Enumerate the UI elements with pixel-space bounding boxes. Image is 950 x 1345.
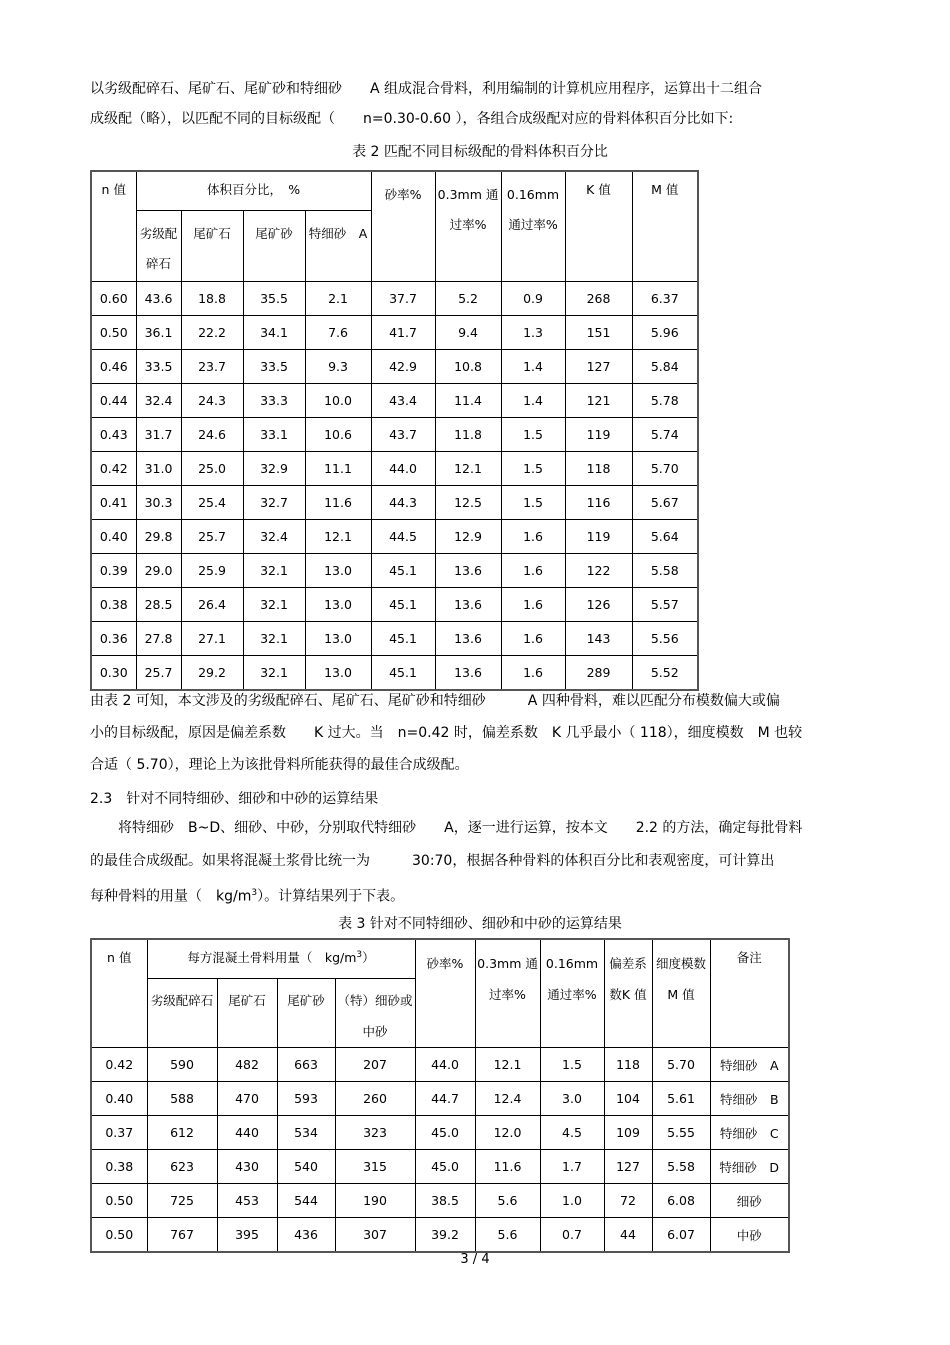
table-cell: 1.4 bbox=[501, 350, 565, 384]
table-cell: 5.57 bbox=[632, 588, 698, 622]
table-cell: 11.8 bbox=[435, 418, 501, 452]
table-cell: 588 bbox=[147, 1082, 217, 1116]
table-cell: 38.5 bbox=[415, 1184, 475, 1218]
t3-sub-crushed-stone: 劣级配碎石 bbox=[147, 979, 217, 1048]
table-cell: 260 bbox=[335, 1082, 415, 1116]
table-cell: 36.1 bbox=[136, 316, 181, 350]
table-cell: 1.6 bbox=[501, 554, 565, 588]
table-cell: 5.84 bbox=[632, 350, 698, 384]
table-cell: 109 bbox=[604, 1116, 652, 1150]
table-cell: 0.41 bbox=[91, 486, 136, 520]
table-cell: 127 bbox=[604, 1150, 652, 1184]
table-cell: 0.9 bbox=[501, 282, 565, 316]
t3-header-pass-03: 0.3mm 通过率% bbox=[475, 939, 540, 1048]
table-cell: 119 bbox=[565, 418, 632, 452]
table-cell: 470 bbox=[217, 1082, 277, 1116]
table-cell: 29.0 bbox=[136, 554, 181, 588]
table-cell: 33.1 bbox=[243, 418, 305, 452]
table-cell: 13.0 bbox=[305, 554, 371, 588]
table-cell: 5.58 bbox=[632, 554, 698, 588]
table-cell: 12.1 bbox=[475, 1048, 540, 1082]
table-cell: 151 bbox=[565, 316, 632, 350]
table-cell: 593 bbox=[277, 1082, 335, 1116]
t2-header-n: n 值 bbox=[91, 171, 136, 282]
t2-header-sand-ratio: 砂率% bbox=[371, 171, 435, 282]
analysis-line-1: 由表 2 可知，本文涉及的劣级配碎石、尾矿石、尾矿砂和特细砂 A 四种骨料，难以匹配分布模数偏大或偏 bbox=[90, 693, 780, 709]
table-cell: 27.8 bbox=[136, 622, 181, 656]
table-cell: 13.0 bbox=[305, 588, 371, 622]
table-cell: 121 bbox=[565, 384, 632, 418]
table-cell: 32.1 bbox=[243, 554, 305, 588]
table3-caption: 表 3 针对不同特细砂、细砂和中砂的运算结果 bbox=[338, 916, 622, 932]
table-cell: 33.5 bbox=[136, 350, 181, 384]
table-row bbox=[91, 622, 698, 656]
table-cell: 116 bbox=[565, 486, 632, 520]
table-cell: 28.5 bbox=[136, 588, 181, 622]
table-cell: 0.43 bbox=[91, 418, 136, 452]
table-cell: 0.50 bbox=[91, 1218, 147, 1253]
table-cell: 0.42 bbox=[91, 452, 136, 486]
table-cell: 323 bbox=[335, 1116, 415, 1150]
table-cell: 0.37 bbox=[91, 1116, 147, 1150]
table-row bbox=[91, 520, 698, 554]
table-row bbox=[91, 486, 698, 520]
table-cell: 13.6 bbox=[435, 622, 501, 656]
table-cell: 31.7 bbox=[136, 418, 181, 452]
table-cell: 0.38 bbox=[91, 588, 136, 622]
table-cell: 725 bbox=[147, 1184, 217, 1218]
table-cell: 0.39 bbox=[91, 554, 136, 588]
table-cell: 45.1 bbox=[371, 588, 435, 622]
table-cell: 27.1 bbox=[181, 622, 243, 656]
table-cell: 5.64 bbox=[632, 520, 698, 554]
table-cell: 7.6 bbox=[305, 316, 371, 350]
table-cell: 44.0 bbox=[415, 1048, 475, 1082]
table-cell: 1.7 bbox=[540, 1150, 604, 1184]
t3-header-usage-sup: 3 bbox=[356, 949, 363, 960]
table-row bbox=[91, 418, 698, 452]
table-row bbox=[91, 282, 698, 316]
table-cell: 0.44 bbox=[91, 384, 136, 418]
t3-sub-tailing-sand: 尾矿砂 bbox=[277, 979, 335, 1048]
table-cell: 45.0 bbox=[415, 1116, 475, 1150]
table-cell: 特细砂 C bbox=[710, 1116, 789, 1150]
table-cell: 482 bbox=[217, 1048, 277, 1082]
table-cell: 34.1 bbox=[243, 316, 305, 350]
table-cell: 12.5 bbox=[435, 486, 501, 520]
table-cell: 32.7 bbox=[243, 486, 305, 520]
page-number: 3 / 4 bbox=[460, 1252, 490, 1267]
table-cell: 0.60 bbox=[91, 282, 136, 316]
t3-header-usage-b: ） bbox=[362, 950, 375, 965]
table-cell: 10.8 bbox=[435, 350, 501, 384]
t2-header-pass-03: 0.3mm 通过率% bbox=[435, 171, 501, 282]
table-cell: 315 bbox=[335, 1150, 415, 1184]
table-cell: 143 bbox=[565, 622, 632, 656]
section-p3-a: 每种骨料的用量（ kg/m bbox=[90, 888, 252, 905]
table-cell: 5.56 bbox=[632, 622, 698, 656]
table-cell: 5.78 bbox=[632, 384, 698, 418]
table-row bbox=[91, 1048, 789, 1082]
table-row bbox=[91, 452, 698, 486]
intro-line-2: 成级配（略），以匹配不同的目标级配（ n=0.30-0.60 ），各组合成级配对应的骨料体积百分比如下: bbox=[90, 111, 734, 127]
table-row bbox=[91, 554, 698, 588]
table-cell: 中砂 bbox=[710, 1218, 789, 1253]
table-cell: 5.6 bbox=[475, 1218, 540, 1253]
table-cell: 1.6 bbox=[501, 656, 565, 691]
table-cell: 30.3 bbox=[136, 486, 181, 520]
t3-header-n: n 值 bbox=[91, 939, 147, 1048]
table-cell: 32.4 bbox=[136, 384, 181, 418]
table-cell: 31.0 bbox=[136, 452, 181, 486]
table-cell: 10.6 bbox=[305, 418, 371, 452]
table-cell: 612 bbox=[147, 1116, 217, 1150]
table-cell: 45.1 bbox=[371, 622, 435, 656]
table-cell: 0.40 bbox=[91, 1082, 147, 1116]
table-cell: 13.6 bbox=[435, 656, 501, 691]
t3-header-sand-ratio: 砂率% bbox=[415, 939, 475, 1048]
t3-header-usage-a: 每方混凝土骨料用量（ kg/m bbox=[187, 950, 357, 965]
table-cell: 1.3 bbox=[501, 316, 565, 350]
table-cell: 5.52 bbox=[632, 656, 698, 691]
table-cell: 44.7 bbox=[415, 1082, 475, 1116]
table-cell: 39.2 bbox=[415, 1218, 475, 1253]
table-cell: 122 bbox=[565, 554, 632, 588]
table-cell: 44.3 bbox=[371, 486, 435, 520]
table-cell: 307 bbox=[335, 1218, 415, 1253]
table-cell: 45.0 bbox=[415, 1150, 475, 1184]
table-cell: 0.46 bbox=[91, 350, 136, 384]
table-cell: 1.6 bbox=[501, 588, 565, 622]
table-cell: 12.1 bbox=[305, 520, 371, 554]
table-cell: 12.9 bbox=[435, 520, 501, 554]
table-cell: 1.6 bbox=[501, 622, 565, 656]
table-cell: 特细砂 B bbox=[710, 1082, 789, 1116]
table-cell: 26.4 bbox=[181, 588, 243, 622]
t2-sub-fine-sand-a: 特细砂 A bbox=[305, 211, 371, 282]
table-cell: 118 bbox=[565, 452, 632, 486]
section-p2: 的最佳合成级配。如果将混凝土浆骨比统一为 30:70，根据各种骨料的体积百分比和表观密度，可计算出 bbox=[90, 853, 775, 869]
table-cell: 5.55 bbox=[652, 1116, 710, 1150]
t3-header-k: 偏差系数K 值 bbox=[604, 939, 652, 1048]
table-cell: 43.6 bbox=[136, 282, 181, 316]
table-cell: 5.6 bbox=[475, 1184, 540, 1218]
table-cell: 12.4 bbox=[475, 1082, 540, 1116]
table-cell: 45.1 bbox=[371, 656, 435, 691]
table-cell: 0.7 bbox=[540, 1218, 604, 1253]
t3-sub-sand: （特）细砂或中砂 bbox=[335, 979, 415, 1048]
table-cell: 44.5 bbox=[371, 520, 435, 554]
table-cell: 25.7 bbox=[136, 656, 181, 691]
table-cell: 特细砂 D bbox=[710, 1150, 789, 1184]
table-cell: 22.2 bbox=[181, 316, 243, 350]
analysis-line-3: 合适（ 5.70），理论上为该批骨料所能获得的最佳合成级配。 bbox=[90, 757, 469, 773]
table-cell: 0.42 bbox=[91, 1048, 147, 1082]
table-cell: 395 bbox=[217, 1218, 277, 1253]
table-cell: 104 bbox=[604, 1082, 652, 1116]
table-cell: 127 bbox=[565, 350, 632, 384]
table-cell: 12.1 bbox=[435, 452, 501, 486]
t2-header-volume: 体积百分比， % bbox=[136, 171, 371, 211]
table-cell: 5.70 bbox=[652, 1048, 710, 1082]
table-cell: 43.4 bbox=[371, 384, 435, 418]
table-cell: 13.6 bbox=[435, 554, 501, 588]
section-p3-sup: 3 bbox=[251, 888, 258, 898]
table-cell: 25.7 bbox=[181, 520, 243, 554]
table-cell: 23.7 bbox=[181, 350, 243, 384]
table-cell: 32.1 bbox=[243, 588, 305, 622]
table-cell: 6.37 bbox=[632, 282, 698, 316]
table3 bbox=[90, 938, 790, 1253]
table-cell: 32.4 bbox=[243, 520, 305, 554]
table-row bbox=[91, 656, 698, 691]
table-cell: 0.50 bbox=[91, 316, 136, 350]
t2-sub-crushed-stone: 劣级配碎石 bbox=[136, 211, 181, 282]
table-cell: 35.5 bbox=[243, 282, 305, 316]
table-cell: 5.70 bbox=[632, 452, 698, 486]
table-cell: 6.07 bbox=[652, 1218, 710, 1253]
table-cell: 25.9 bbox=[181, 554, 243, 588]
table-cell: 0.30 bbox=[91, 656, 136, 691]
t2-sub-tailing-sand: 尾矿砂 bbox=[243, 211, 305, 282]
t3-header-pass-016: 0.16mm 通过率% bbox=[540, 939, 604, 1048]
table-cell: 13.0 bbox=[305, 656, 371, 691]
t3-header-usage bbox=[147, 939, 415, 979]
table-cell: 5.96 bbox=[632, 316, 698, 350]
table-cell: 1.5 bbox=[540, 1048, 604, 1082]
table2 bbox=[90, 170, 699, 691]
table-cell: 534 bbox=[277, 1116, 335, 1150]
section-p3 bbox=[90, 880, 870, 910]
table-row bbox=[91, 1116, 789, 1150]
table-cell: 11.1 bbox=[305, 452, 371, 486]
table-cell: 5.58 bbox=[652, 1150, 710, 1184]
table-cell: 25.4 bbox=[181, 486, 243, 520]
t2-header-m: M 值 bbox=[632, 171, 698, 282]
table-cell: 33.3 bbox=[243, 384, 305, 418]
table-row bbox=[91, 350, 698, 384]
section-title: 2.3 针对不同特细砂、细砂和中砂的运算结果 bbox=[90, 791, 379, 807]
table-cell: 4.5 bbox=[540, 1116, 604, 1150]
table-row bbox=[91, 1184, 789, 1218]
table-cell: 13.6 bbox=[435, 588, 501, 622]
table-cell: 5.74 bbox=[632, 418, 698, 452]
table-cell: 0.38 bbox=[91, 1150, 147, 1184]
table-cell: 32.1 bbox=[243, 622, 305, 656]
table-cell: 特细砂 A bbox=[710, 1048, 789, 1082]
table-cell: 细砂 bbox=[710, 1184, 789, 1218]
table-cell: 25.0 bbox=[181, 452, 243, 486]
table-cell: 2.1 bbox=[305, 282, 371, 316]
table-row bbox=[91, 316, 698, 350]
table-cell: 436 bbox=[277, 1218, 335, 1253]
t3-sub-tailing-stone: 尾矿石 bbox=[217, 979, 277, 1048]
t2-header-pass-016: 0.16mm 通过率% bbox=[501, 171, 565, 282]
table-cell: 42.9 bbox=[371, 350, 435, 384]
table-cell: 207 bbox=[335, 1048, 415, 1082]
table-cell: 453 bbox=[217, 1184, 277, 1218]
table-cell: 663 bbox=[277, 1048, 335, 1082]
table-cell: 126 bbox=[565, 588, 632, 622]
analysis-line-2: 小的目标级配，原因是偏差系数 K 过大。当 n=0.42 时，偏差系数 K 几乎最小（ 118），细度模数 M 也较 bbox=[90, 725, 803, 741]
table-cell: 590 bbox=[147, 1048, 217, 1082]
t3-header-m: 细度模数M 值 bbox=[652, 939, 710, 1048]
table-cell: 1.6 bbox=[501, 520, 565, 554]
section-p3-b: ）。计算结果列于下表。 bbox=[257, 888, 405, 905]
table-cell: 118 bbox=[604, 1048, 652, 1082]
table-cell: 119 bbox=[565, 520, 632, 554]
table-cell: 1.0 bbox=[540, 1184, 604, 1218]
table-cell: 0.36 bbox=[91, 622, 136, 656]
table-cell: 5.2 bbox=[435, 282, 501, 316]
table-cell: 18.8 bbox=[181, 282, 243, 316]
t2-header-k: K 值 bbox=[565, 171, 632, 282]
table-row bbox=[91, 384, 698, 418]
table-cell: 11.4 bbox=[435, 384, 501, 418]
table-cell: 5.67 bbox=[632, 486, 698, 520]
table-cell: 540 bbox=[277, 1150, 335, 1184]
table-cell: 5.61 bbox=[652, 1082, 710, 1116]
table-cell: 544 bbox=[277, 1184, 335, 1218]
table2-caption: 表 2 匹配不同目标级配的骨料体积百分比 bbox=[352, 144, 608, 160]
table-cell: 0.40 bbox=[91, 520, 136, 554]
table-cell: 430 bbox=[217, 1150, 277, 1184]
table-cell: 43.7 bbox=[371, 418, 435, 452]
table-cell: 6.08 bbox=[652, 1184, 710, 1218]
t2-sub-tailing-stone: 尾矿石 bbox=[181, 211, 243, 282]
intro-line-1: 以劣级配碎石、尾矿石、尾矿砂和特细砂 A 组成混合骨料，利用编制的计算机应用程序，运算出十二组合 bbox=[90, 81, 763, 97]
table-cell: 32.1 bbox=[243, 656, 305, 691]
table-cell: 41.7 bbox=[371, 316, 435, 350]
table-cell: 29.2 bbox=[181, 656, 243, 691]
section-p1: 将特细砂 B~D、细砂、中砂，分别取代特细砂 A，逐一进行运算，按本文 2.2 的方法，确定每批骨料 bbox=[118, 820, 803, 836]
table-cell: 1.5 bbox=[501, 418, 565, 452]
t3-body bbox=[91, 1048, 789, 1253]
table-row bbox=[91, 1082, 789, 1116]
table-row bbox=[91, 1150, 789, 1184]
table-cell: 44 bbox=[604, 1218, 652, 1253]
table-cell: 37.7 bbox=[371, 282, 435, 316]
table-cell: 190 bbox=[335, 1184, 415, 1218]
table-cell: 33.5 bbox=[243, 350, 305, 384]
table-cell: 289 bbox=[565, 656, 632, 691]
table-cell: 32.9 bbox=[243, 452, 305, 486]
table-cell: 24.6 bbox=[181, 418, 243, 452]
table-cell: 11.6 bbox=[305, 486, 371, 520]
t3-header-note: 备注 bbox=[710, 939, 789, 1048]
table-cell: 0.50 bbox=[91, 1184, 147, 1218]
table-cell: 623 bbox=[147, 1150, 217, 1184]
table-cell: 1.4 bbox=[501, 384, 565, 418]
table-cell: 9.3 bbox=[305, 350, 371, 384]
table-row bbox=[91, 1218, 789, 1253]
table-cell: 13.0 bbox=[305, 622, 371, 656]
table-cell: 440 bbox=[217, 1116, 277, 1150]
table-cell: 3.0 bbox=[540, 1082, 604, 1116]
table-cell: 29.8 bbox=[136, 520, 181, 554]
table-cell: 45.1 bbox=[371, 554, 435, 588]
table-row bbox=[91, 588, 698, 622]
t2-body bbox=[91, 282, 698, 691]
table-cell: 1.5 bbox=[501, 486, 565, 520]
table-cell: 10.0 bbox=[305, 384, 371, 418]
table-cell: 44.0 bbox=[371, 452, 435, 486]
table-cell: 24.3 bbox=[181, 384, 243, 418]
table-cell: 1.5 bbox=[501, 452, 565, 486]
table-cell: 9.4 bbox=[435, 316, 501, 350]
table-cell: 11.6 bbox=[475, 1150, 540, 1184]
table-cell: 268 bbox=[565, 282, 632, 316]
table-cell: 72 bbox=[604, 1184, 652, 1218]
table-cell: 12.0 bbox=[475, 1116, 540, 1150]
table-cell: 767 bbox=[147, 1218, 217, 1253]
